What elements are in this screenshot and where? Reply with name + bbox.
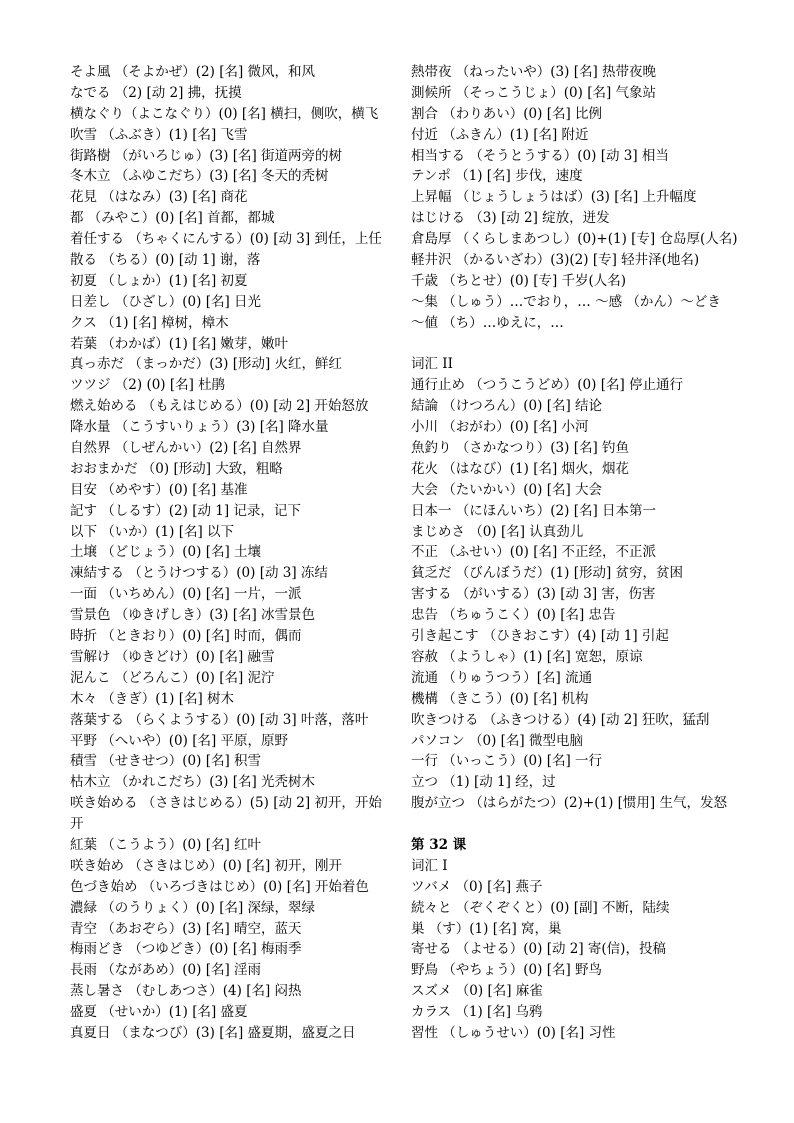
vocab-entry: 散る （ちる）(0) [动 1] 谢，落	[70, 252, 261, 269]
vocab-entry: はじける （3) [动 2] 绽放，迸发	[411, 210, 610, 227]
vocab-entry: 機構 （きこう）(0) [名] 机构	[411, 690, 589, 707]
vocab-entry: 吹きつける （ふきつける）(4) [动 2] 狂吹，猛刮	[411, 711, 710, 728]
vocab-entry: 降水量 （こうすいりょう）(3) [名] 降水量	[70, 419, 329, 436]
vocab-entry: 時折 （ときおり）(0) [名] 时而，偶而	[70, 628, 302, 645]
vocab-entry: まじめさ （0) [名] 认真劲儿	[411, 523, 584, 540]
vocab-entry: 一行 （いっこう）(0) [名] 一行	[411, 753, 603, 770]
vocab-entry: 測候所 （そっこうじょ）(0) [名] 气象站	[411, 84, 657, 101]
vocab-entry: スズメ （0) [名] 麻雀	[411, 983, 543, 1000]
vocab-entry: 紅葉 （こうよう）(0) [名] 红叶	[70, 836, 262, 853]
vocab-entry: 雪解け （ゆきどけ）(0) [名] 融雪	[70, 648, 275, 665]
vocab-entry: 雪景色 （ゆきげしき）(3) [名] 冰雪景色	[70, 607, 316, 624]
vocab-entry: 小川 （おがわ）(0) [名] 小河	[411, 419, 589, 436]
vocab-entry: テンポ （1) [名] 步伐，速度	[411, 168, 583, 185]
vocab-entry: 腹が立つ （はらがたつ）(2)+(1) [惯用] 生气，发怒	[411, 795, 727, 812]
vocab-entry: 軽井沢 （かるいざわ）(3)(2) [专] 轻井泽(地名)	[411, 252, 700, 269]
vocab-entry: 吹雪 （ふぶき）(1) [名] 飞雪	[70, 126, 248, 143]
vocab-entry: 盛夏 （せいか）(1) [名] 盛夏	[70, 1004, 248, 1021]
vocab-entry: 習性 （しゅうせい）(0) [名] 习性	[411, 1024, 616, 1041]
vocab-entry: なでる （2) [动 2] 拂，抚摸	[70, 84, 242, 101]
vocab-entry: 都 （みやこ）(0) [名] 首都，都城	[70, 210, 275, 227]
vocab-entry: 冬木立 （ふゆこだち）(3) [名] 冬天的秃树	[70, 168, 329, 185]
vocab-entry: 以下 （いか）(1) [名] 以下	[70, 523, 235, 540]
vocab-entry: 目安 （めやす）(0) [名] 基准	[70, 481, 248, 498]
vocab-entry: クス （1) [名] 樟树，樟木	[70, 314, 229, 331]
vocab-entry: 結論 （けつろん）(0) [名] 结论	[411, 398, 603, 415]
vocab-entry: 燃え始める （もえはじめる）(0) [动 2] 开始怒放	[70, 398, 369, 415]
vocab-entry: カラス （1) [名] 乌鸦	[411, 1004, 543, 1021]
vocab-entry: そよ風 （そよかぜ）(2) [名] 微风，和风	[70, 64, 316, 80]
vocab-entry: 記す （しるす）(2) [动 1] 记录，记下	[70, 502, 301, 519]
vocab-entry: 一面 （いちめん）(0) [名] 一片，一派	[70, 586, 302, 603]
vocab-entry: 凍結する （とうけつする）(0) [动 3] 冻结	[70, 565, 328, 582]
vocab-entry: 熱帯夜 （ねったいや）(3) [名] 热带夜晚	[411, 64, 657, 80]
vocab-entry: 害する （がいする）(3) [动 3] 害，伤害	[411, 586, 656, 603]
vocab-entry: 日差し （ひざし）(0) [名] 日光	[70, 293, 262, 310]
vocab-entry: 真夏日 （まなつび）(3) [名] 盛夏期，盛夏之日	[70, 1025, 356, 1041]
vocab-entry: 立つ （1) [动 1] 经，过	[411, 774, 556, 791]
vocab-entry: 流通 （りゅうつう）[名] 流通	[411, 669, 593, 686]
vocab-entry: 積雪 （せきせつ）(0) [名] 积雪	[70, 753, 262, 770]
vocab-2-heading: 词汇 II	[411, 356, 453, 373]
vocab-entry: 濃緑 （のうりょく）(0) [名] 深绿，翠绿	[70, 899, 316, 916]
vocab-entry: 日本一 （にほんいち）(2) [名] 日本第一	[411, 502, 657, 519]
vocab-entry: 割合 （わりあい）(0) [名] 比例	[411, 105, 603, 122]
vocab-entry: ツバメ （0) [名] 燕子	[411, 878, 543, 895]
vocab-entry: 自然界 （しぜんかい）(2) [名] 自然界	[70, 440, 302, 457]
vocab-entry: 花見 （はなみ）(3) [名] 商花	[70, 189, 248, 206]
vocab-entry: 土壌 （どじょう）(0) [名] 土壤	[70, 544, 262, 561]
vocab-entry: 容赦 （ようしゃ）(1) [名] 宽恕，原谅	[411, 648, 643, 665]
vocab-entry: 貧乏だ （びんぼうだ）(1) [形动] 贫穷，贫困	[411, 565, 684, 582]
vocab-entry: 咲き始める （さきはじめる）(5) [动 2] 初开，开始开	[70, 795, 382, 833]
vocab-entry: 花火 （はなび）(1) [名] 烟火，烟花	[411, 460, 630, 477]
vocab-entry: 平野 （へいや）(0) [名] 平原，原野	[70, 732, 289, 749]
section-spacer	[411, 814, 741, 835]
vocab-entry: 咲き始め （さきはじめ）(0) [名] 初开，刚开	[70, 857, 343, 874]
vocab-entry: 相当する （そうとうする）(0) [动 3] 相当	[411, 147, 669, 164]
lesson-heading: 第 32 课	[411, 836, 467, 853]
vocab-entry: 不正 （ふせい）(0) [名] 不正经，不正派	[411, 544, 657, 561]
vocab-entry: ツツジ （2) (0) [名] 杜鹃	[70, 377, 226, 394]
vocab-entry: 寄せる （よせる）(0) [动 2] 寄(信)，投稿	[411, 941, 666, 958]
vocab-entry: おおまかだ （0) [形动] 大致，粗略	[70, 460, 283, 477]
vocab-entry: 青空 （あおぞら）(3) [名] 晴空，蓝天	[70, 920, 302, 937]
vocab-entry: 倉島厚 （くらしまあつし）(0)+(1) [专] 仓岛厚(人名)	[411, 231, 738, 248]
vocab-entry: 梅雨どき （つゆどき）(0) [名] 梅雨季	[70, 941, 302, 958]
vocab-entry: 色づき始め （いろづきはじめ）(0) [名] 开始着色	[70, 878, 369, 895]
vocab-entry: 落葉する （らくようする）(0) [动 3] 叶落，落叶	[70, 711, 369, 728]
vocab-entry: 蒸し暑さ （むしあつさ）(4) [名] 闷热	[70, 983, 302, 1000]
vocab-entry: 横なぐり（よこなぐり）(0) [名] 横扫，侧吹，横飞	[70, 105, 379, 122]
vocab-entry: 野鳥 （やちょう）(0) [名] 野鸟	[411, 962, 603, 979]
vocab-entry: 街路樹 （がいろじゅ）(3) [名] 街道两旁的树	[70, 147, 343, 164]
vocab-entry: 枯木立 （かれこだち）(3) [名] 光秃树木	[70, 774, 316, 791]
vocab-entry: 上昇幅 （じょうしょうはば）(3) [名] 上升幅度	[411, 189, 697, 206]
right-vocab-column	[411, 62, 741, 1044]
vocab-1-heading: 词汇 I	[411, 857, 448, 874]
vocab-entry: 大会 （たいかい）(0) [名] 大会	[411, 481, 603, 498]
vocab-entry: 泥んこ （どろんこ）(0) [名] 泥泞	[70, 669, 275, 686]
vocab-entry: 長雨 （ながあめ）(0) [名] 淫雨	[70, 962, 262, 979]
vocab-entry: 忠告 （ちゅうこく）(0) [名] 忠告	[411, 607, 616, 624]
vocab-entry: 付近 （ふきん）(1) [名] 附近	[411, 126, 589, 143]
vocab-entry: 魚釣り （さかなつり）(3) [名] 钓鱼	[411, 440, 630, 457]
vocab-entry: 引き起こす （ひきおこす）(4) [动 1] 引起	[411, 628, 669, 645]
vocab-entry: ～値 （ち）…ゆえに，…	[411, 314, 564, 331]
vocab-entry: 着任する （ちゃくにんする）(0) [动 3] 到任，上任	[70, 231, 382, 248]
vocab-entry: 木々 （きぎ）(1) [名] 树木	[70, 690, 235, 707]
vocab-entry: 巣 （す）(1) [名] 窝，巢	[411, 920, 562, 937]
section-spacer	[411, 334, 741, 355]
left-vocab-column	[70, 62, 392, 1044]
vocab-entry: ～集 （しゅう）…でおり，… ～感 （かん）～どき	[411, 293, 721, 310]
vocab-entry: 若葉 （わかば）(1) [名] 嫩芽，嫩叶	[70, 335, 289, 352]
vocab-entry: 千歳 （ちとせ）(0) [专] 千岁(人名)	[411, 272, 627, 289]
vocab-entry: 通行止め （つうこうどめ）(0) [名] 停止通行	[411, 377, 684, 394]
vocab-entry: 初夏 （しょか）(1) [名] 初夏	[70, 272, 248, 289]
vocab-entry: 続々と （ぞくぞくと）(0) [副] 不断，陆续	[411, 899, 670, 916]
vocab-entry: パソコン （0) [名] 微型电脑	[411, 732, 583, 749]
vocab-entry: 真っ赤だ （まっかだ）(3) [形动] 火红，鲜红	[70, 356, 343, 373]
